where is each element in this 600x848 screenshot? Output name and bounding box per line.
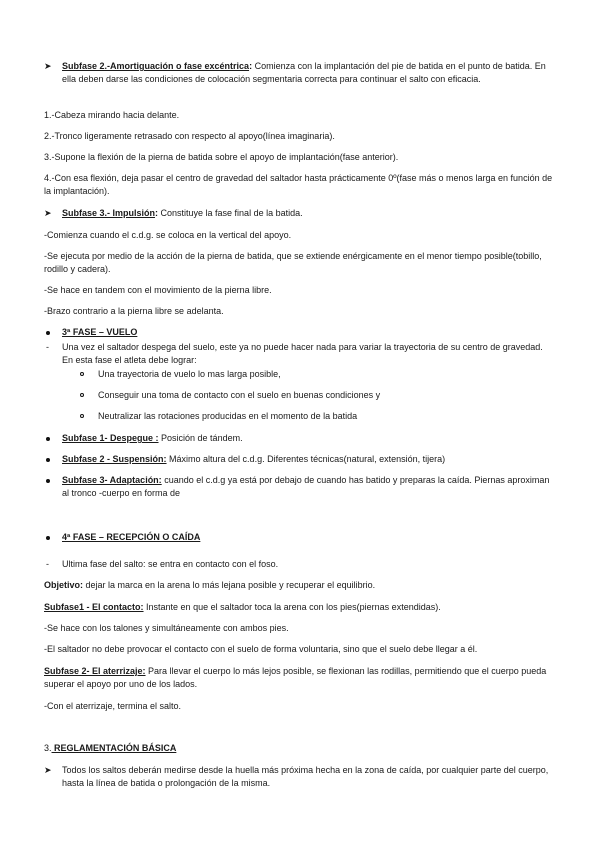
subfase-despegue: Subfase 1- Despegue : Posición de tándem.: [44, 432, 554, 445]
subfase-contacto: Subfase1 - El contacto: Instante en que el saltador toca la arena con los pies(piernas extendidas).: [44, 602, 441, 612]
heading: Subfase 3.- Impulsión: [62, 208, 156, 218]
line-1: 1.-Cabeza mirando hacia delante.: [44, 110, 180, 120]
bullet-icon: [46, 479, 50, 483]
subfase-impulsion: ➤ Subfase 3.- Impulsión: Constituye la fase final de la batida.: [44, 208, 303, 218]
circle-bullet-icon: [80, 393, 84, 397]
bullet-icon: [46, 331, 50, 335]
line-13: -Con el aterrizaje, termina el salto.: [44, 701, 182, 711]
arrow-bullet-icon: ➤: [44, 61, 52, 71]
subfase-aterrizaje: Subfase 2- El aterrizaje: Para llevar el cuerpo lo más lejos posible, se flexionan las rodillas, permitiendo que el cuerpo pueda superar el apoyo por uno de los lados.: [44, 666, 547, 689]
subfase-amortiguacion: ➤ Subfase 2.-Amortiguación o fase excéntrica: Comienza con la implantación del pie de batida en el punto de batida. En ella deben darse las condiciones de colocación segmentaria correcta para continuar el salto con eficacia.: [44, 61, 546, 84]
bullet-icon: [46, 536, 50, 540]
subfase-adaptacion: Subfase 3- Adaptación: cuando el c.d.g ya está por debajo de cuando has batido y preparas la caída. Piernas aproximan al tronco -cuerpo en forma de: [44, 474, 554, 500]
line-5: -Comienza cuando el c.d.g. se coloca en la vertical del apoyo.: [44, 230, 292, 240]
paragraph: Comienza con la implantación del pie de batida en el punto de batida. En ella deben darse las condiciones de colocación segmentaria correcta para continuar el salto con eficacia.: [62, 61, 546, 84]
arrow-bullet-icon: ➤: [44, 765, 52, 775]
line-11: -Se hace con los talones y simultáneamente con ambos pies.: [44, 623, 289, 633]
line-12: -El saltador no debe provocar el contacto con el suelo de forma voluntaria, sino que el suelo debe llegar a él.: [44, 644, 478, 654]
sub-item: Una trayectoria de vuelo lo mas larga posible,: [80, 368, 550, 381]
fase-vuelo-heading: 3ª FASE – VUELO: [44, 326, 554, 339]
line-2: 2.-Tronco ligeramente retrasado con respecto al apoyo(línea imaginaria).: [44, 131, 335, 141]
circle-bullet-icon: [80, 372, 84, 376]
bullet-icon: [46, 458, 50, 462]
line-4: 4.-Con esa flexión, deja pasar el centro de gravedad del saltador hasta prácticamente 0º(fase más o menos larga en función de la implantación).: [44, 173, 553, 196]
arrow-bullet-icon: ➤: [44, 208, 52, 218]
recepcion-text: - Ultima fase del salto: se entra en contacto con el foso.: [46, 559, 279, 569]
fase-recepcion-heading: 4ª FASE – RECEPCIÓN O CAÍDA: [44, 531, 554, 544]
subfase-suspension: Subfase 2 - Suspensión: Máximo altura del c.d.g. Diferentes técnicas(natural, extensión, tijera): [44, 453, 554, 466]
section-reglamentacion: 3. REGLAMENTACIÓN BÁSICA: [44, 743, 177, 753]
vuelo-text: - Una vez el saltador despega del suelo, este ya no puede hacer nada para variar la trayectoria de su centro de gravedad. En esta fase el atleta debe lograr:: [46, 342, 543, 365]
line-8: -Brazo contrario a la pierna libre se adelanta.: [44, 306, 224, 316]
bullet-icon: [46, 437, 50, 441]
heading: Subfase 2.-Amortiguación o fase excéntrica: [62, 61, 250, 71]
line-3: 3.-Supone la flexión de la pierna de batida sobre el apoyo de implantación(fase anterior).: [44, 152, 399, 162]
line-7: -Se hace en tandem con el movimiento de la pierna libre.: [44, 285, 272, 295]
circle-bullet-icon: [80, 414, 84, 418]
line-6: -Se ejecuta por medio de la acción de la pierna de batida, que se extiende enérgicamente en el menor tiempo posible(tobillo, rodillo y cadera).: [44, 251, 542, 274]
reglamentacion-text: ➤ Todos los saltos deberán medirse desde la huella más próxima hecha en la zona de caída, por cualquier parte del cuerpo, hasta la línea de batida o prolongación de la misma.: [44, 765, 549, 788]
sub-item: Neutralizar las rotaciones producidas en el momento de la batida: [80, 410, 550, 423]
objetivo: Objetivo: dejar la marca en la arena lo más lejana posible y recuperar el equilibrio.: [44, 580, 376, 590]
sub-item: Conseguir una toma de contacto con el suelo en buenas condiciones y: [80, 389, 550, 402]
